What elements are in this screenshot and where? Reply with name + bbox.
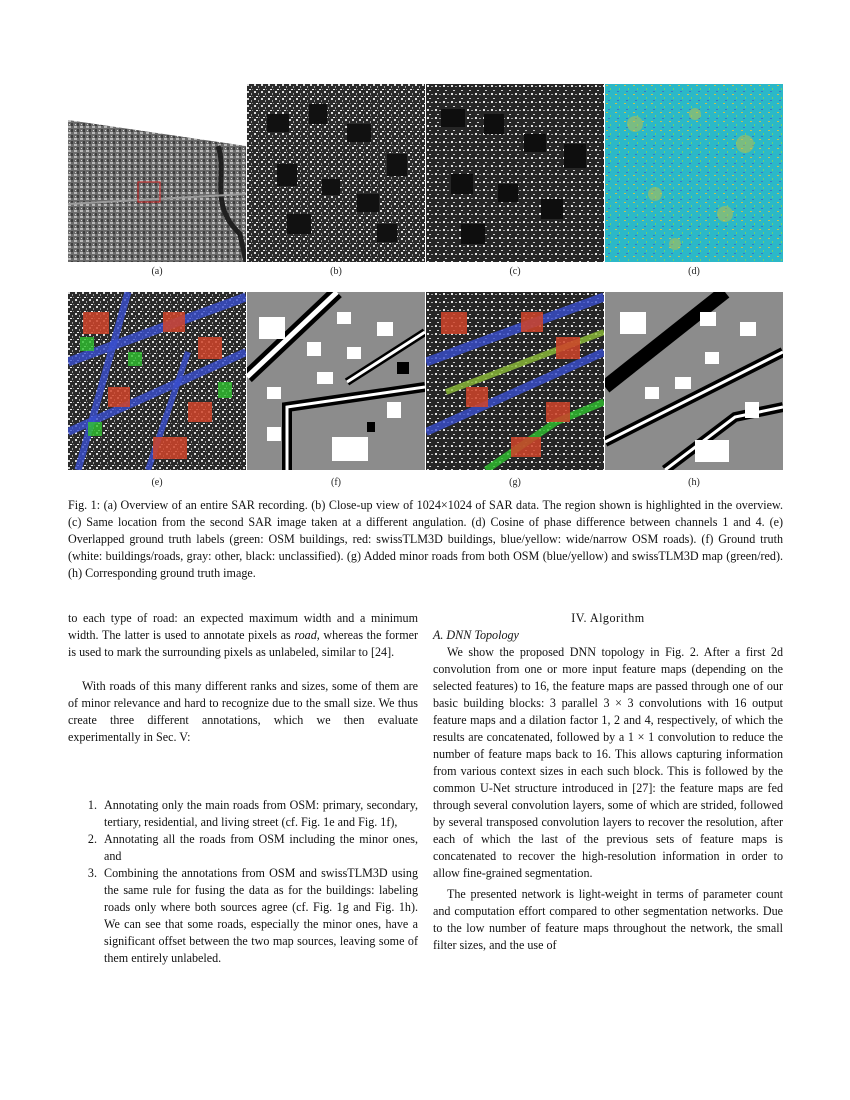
figure-caption: Fig. 1: (a) Overview of an entire SAR recording. (b) Close-up view of 1024×1024 of SAR data. The region shown is highlighted in the overview. (c) Same location from the second SAR image taken at a different angulation. (d) Cosine of phase difference between channels 1 and 4. (e) Overlapped ground truth labels (green: OSM buildings, red: swissTLM3D buildings, blue/yellow: wide/narrow OSM roads). (f) Ground truth (white: buildings/roads, gray: other, black: unclassified). (g) Added minor roads from both OSM (blue/yellow) and swissTLM3D map (green/red). (h) Corresponding ground truth image. <box>68 498 783 580</box>
panel-label-a: (a) <box>151 266 163 277</box>
overlapped-labels-image <box>68 292 246 470</box>
panel-label-c: (c) <box>509 266 521 277</box>
right-column <box>433 610 783 954</box>
figure-panel-c <box>426 84 604 262</box>
list-item: 1. Annotating only the main roads from OSM: primary, secondary, tertiary, residential, and living street (cf. Fig. 1e and Fig. 1f), <box>100 797 418 831</box>
panel-label-g: (g) <box>509 477 521 488</box>
figure-panel-e <box>68 292 246 470</box>
figure-panel-h <box>605 292 783 470</box>
list-item: 3. Combining the annotations from OSM and swissTLM3D using the same rule for fusing the data as for the buildings: labeling roads only where both sources agree (cf. Fig. 1g and Fig. 1h). We can see that some roads, especially the minor ones, have a significant offset between the two map sources, leaving some of them entirely unlabeled. <box>100 865 418 967</box>
corresponding-ground-truth-image <box>605 292 783 470</box>
panel-label-e: (e) <box>151 477 163 488</box>
left-paragraph-1: to each type of road: an expected maximum width and a minimum width. The latter is used to annotate pixels as road, whereas the former is used to mark the surrounding pixels as unlabeled, similar to [24]. <box>68 611 418 659</box>
section-title: IV. Algorithm <box>571 611 645 625</box>
panel-label-b: (b) <box>330 266 342 277</box>
added-minor-roads-image <box>426 292 604 470</box>
sar-overview-image <box>68 84 246 262</box>
figure-panel-b <box>247 84 425 262</box>
panel-label-h: (h) <box>688 477 700 488</box>
ground-truth-image <box>247 292 425 470</box>
annotation-list <box>68 797 418 967</box>
figure-panel-f <box>247 292 425 470</box>
list-item: 2. Annotating all the roads from OSM including the minor ones, and <box>100 831 418 865</box>
right-paragraph-2: The presented network is light-weight in terms of parameter count and computation effort compared to other segmentation networks. Due to the low number of feature maps throughout the network, the small filter sizes, and the use of <box>433 887 783 952</box>
sar-second-angle-image <box>426 84 604 262</box>
panel-label-d: (d) <box>688 266 700 277</box>
right-paragraph-1: We show the proposed DNN topology in Fig. 2. After a first 2d convolution from one or more input feature maps (depending on the selected features) to 16, the feature maps are passed through one of our basic building blocks: 3 parallel 3 × 3 convolutions with 16 output feature maps and a dilation factor 1, 2 and 4, respectively, of which the results are concatenated, followed by a 1 × 1 convolution to reduce the number of feature maps back to 16. This allows capturing information from various context sizes in each such block. This is followed by the common U-Net structure introduced in [27]: the feature maps are fed through several convolution layers, some of which are strided, followed by several transposed convolution layers to recover the resolution, after each of which the last of the previous sets of feature maps is concatenated to recover the high-resolution information in order to allow fine-grained segmentation. <box>433 645 783 880</box>
figure-panel-d <box>605 84 783 262</box>
phase-difference-image <box>605 84 783 262</box>
figure-panel-g <box>426 292 604 470</box>
left-paragraph-2: With roads of this many different ranks and sizes, some of them are of minor relevance and hard to recognize due to the small size. We thus create three different annotations, which we then evaluate experimentally in Sec. V: <box>68 679 418 744</box>
figure-panel-a <box>68 84 246 262</box>
subsection-title: A. DNN Topology <box>433 628 519 642</box>
panel-label-f: (f) <box>331 477 341 488</box>
left-column <box>68 610 418 967</box>
sar-closeup-image <box>247 84 425 262</box>
